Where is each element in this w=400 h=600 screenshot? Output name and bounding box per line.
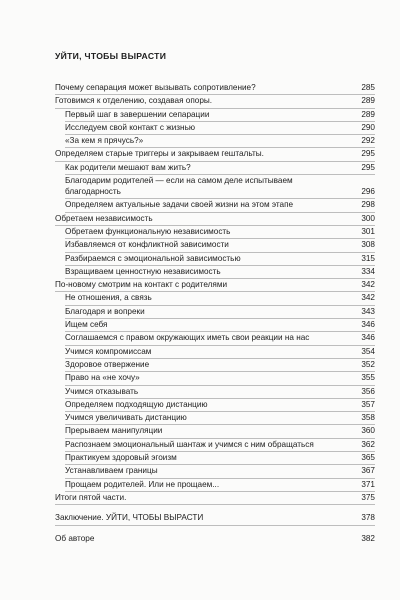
toc-subentry	[65, 425, 375, 438]
toc-subentry	[65, 135, 375, 148]
toc-entry-title: Почему сепарация может вызывать сопротивление?	[55, 83, 256, 92]
toc-subentry	[65, 332, 375, 345]
toc-entry-title: Определяем актуальные задачи своей жизни на этом этапе	[65, 200, 294, 210]
toc-entry-title: Соглашаемся с правом окружающих иметь свои реакции на нас	[65, 333, 310, 343]
toc-entry-title: Прощаем родителей. Или не прощаем...	[65, 479, 220, 489]
toc-subentry	[65, 253, 375, 266]
toc-entry-page: 357	[361, 399, 375, 409]
toc-entry-page: 334	[361, 266, 375, 276]
toc-entry-title: Право на «не хочу»	[65, 373, 140, 383]
toc-entry-title: Определяем старые триггеры и закрываем гештальты.	[55, 149, 264, 159]
toc-entry-page: 371	[361, 479, 375, 489]
table-of-contents	[55, 82, 375, 545]
running-header: УЙТИ, ЧТОБЫ ВЫРАСТИ	[55, 51, 167, 61]
toc-entry-page: 295	[361, 162, 375, 172]
toc-entry-title: Учимся увеличивать дистанцию	[65, 413, 187, 423]
toc-subentry	[65, 359, 375, 372]
toc-entry	[55, 82, 375, 95]
toc-subentry	[65, 199, 375, 212]
toc-subentry	[65, 399, 375, 412]
toc-subentry	[65, 412, 375, 425]
toc-subentry	[65, 239, 375, 252]
toc-subentry	[65, 175, 375, 199]
toc-subentry	[65, 452, 375, 465]
toc-entry-title: Учимся отказывать	[65, 386, 139, 396]
toc-entry-title: «За кем я прячусь?»	[65, 136, 144, 146]
toc-entry-title: Исследуем свой контакт с жизнью	[65, 122, 195, 132]
toc-subentry	[65, 306, 375, 319]
toc-entry-page: 367	[361, 466, 375, 476]
toc-entry-page: 290	[361, 122, 375, 132]
toc-entry-title: Благодарим родителей — если на самом деле испытываем благодарность	[65, 176, 293, 197]
toc-entry-page: 301	[361, 226, 375, 236]
toc-entry-page: 343	[361, 306, 375, 316]
toc-entry-title: Устанавливаем границы	[65, 466, 158, 476]
toc-entry-title: Первый шаг в завершении сепарации	[65, 109, 210, 119]
toc-entry-title: Обретаем функциональную независимость	[65, 226, 231, 236]
toc-entry-title: Взращиваем ценностную независимость	[65, 266, 221, 276]
toc-entry-title: Готовимся к отделению, создавая опоры.	[55, 96, 213, 106]
toc-entry-page: 365	[361, 453, 375, 463]
toc-subentry	[65, 226, 375, 239]
toc-entry-title: Избавляемся от конфликтной зависимости	[65, 240, 229, 250]
toc-subentry	[65, 319, 375, 332]
toc-subentry	[65, 266, 375, 279]
toc-entry-title: Обретаем независимость	[55, 213, 153, 223]
toc-entry-page: 346	[361, 320, 375, 330]
toc-entry-title: Не отношения, а связь	[65, 293, 152, 303]
toc-entry-page: 375	[361, 492, 375, 502]
toc-entry-title: Распознаем эмоциональный шантаж и учимся с ним обращаться	[65, 439, 314, 449]
toc-entry-page: 298	[361, 200, 375, 210]
toc-entry-page: 289	[361, 96, 375, 106]
toc-subentry	[65, 292, 375, 305]
toc-subentry	[65, 386, 375, 399]
toc-entry-page: 382	[361, 533, 375, 543]
toc-entry-title: По-новому смотрим на контакт с родителями	[55, 280, 228, 290]
toc-entry-page: 296	[361, 187, 375, 197]
toc-entry-about-author	[55, 533, 375, 545]
toc-entry-page: 362	[361, 439, 375, 449]
toc-entry-title: Разбираемся с эмоциональной зависимостью	[65, 253, 241, 263]
toc-entry-title: Учимся компромиссам	[65, 346, 152, 356]
toc-entry-title: Здоровое отвержение	[65, 359, 150, 369]
toc-entry-page: 356	[361, 386, 375, 396]
toc-subentry	[65, 372, 375, 385]
toc-entry-title: Об авторе	[55, 533, 95, 543]
toc-entry	[55, 148, 375, 161]
toc-entry-conclusion	[55, 512, 375, 525]
toc-entry-page: 315	[361, 253, 375, 263]
toc-entry-page: 285	[361, 83, 375, 92]
toc-entry	[55, 492, 375, 505]
toc-entry-title: Ищем себя	[65, 320, 108, 330]
toc-subentry	[65, 479, 375, 492]
toc-subentry	[65, 465, 375, 478]
toc-entry-title: Как родители мешают вам жить?	[65, 162, 191, 172]
toc-entry-title: Заключение. УЙТИ, ЧТОБЫ ВЫРАСТИ	[55, 513, 204, 523]
toc-entry-page: 342	[361, 280, 375, 290]
toc-entry-page: 295	[361, 149, 375, 159]
toc-entry-page: 358	[361, 413, 375, 423]
toc-entry-page: 342	[361, 293, 375, 303]
toc-entry-title: Прерываем манипуляции	[65, 426, 163, 436]
toc-entry	[55, 213, 375, 226]
toc-entry	[55, 279, 375, 292]
toc-entry-page: 355	[361, 373, 375, 383]
toc-subentry	[65, 439, 375, 452]
toc-subentry	[65, 162, 375, 175]
toc-entry-title: Определяем подходящую дистанцию	[65, 399, 208, 409]
toc-entry-page: 378	[361, 513, 375, 523]
toc-entry-page: 346	[361, 333, 375, 343]
toc-entry	[55, 95, 375, 108]
toc-subentry	[65, 346, 375, 359]
toc-subentry	[65, 122, 375, 135]
toc-entry-page: 308	[361, 240, 375, 250]
toc-entry-page: 289	[361, 109, 375, 119]
toc-entry-title: Практикуем здоровый эгоизм	[65, 453, 177, 463]
toc-entry-page: 292	[361, 136, 375, 146]
toc-entry-title: Итоги пятой части.	[55, 492, 127, 502]
toc-subentry	[65, 109, 375, 122]
toc-entry-page: 354	[361, 346, 375, 356]
toc-entry-page: 352	[361, 359, 375, 369]
toc-entry-page: 360	[361, 426, 375, 436]
toc-entry-page: 300	[361, 213, 375, 223]
toc-entry-title: Благодаря и вопреки	[65, 306, 145, 316]
